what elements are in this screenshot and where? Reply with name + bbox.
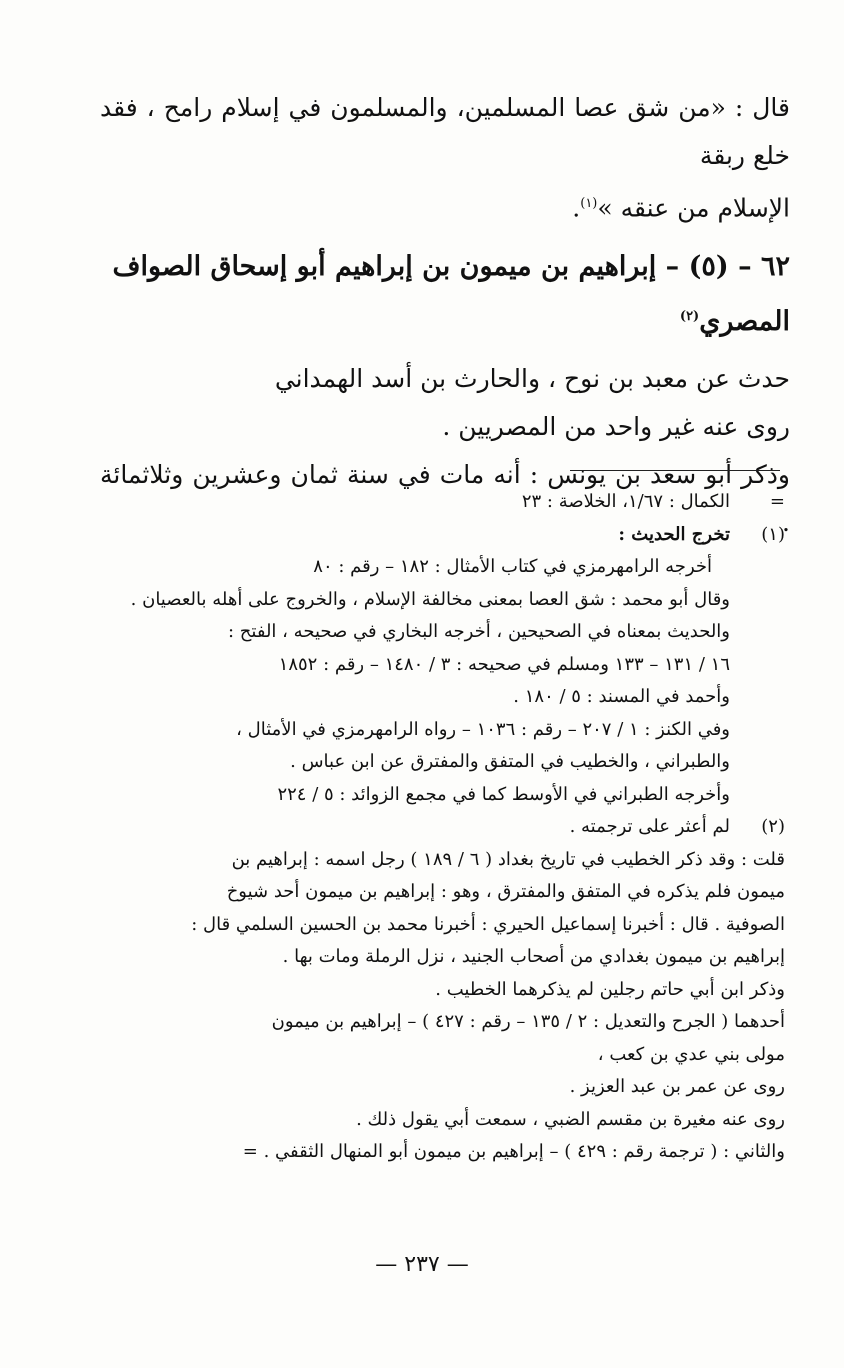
entry-heading-line — [100, 292, 790, 347]
footnote-marker: (١) — [761, 523, 785, 545]
body-line: حدث عن معبد بن نوح ، والحارث بن أسد الهمداني — [274, 364, 790, 394]
main-text-block — [100, 84, 790, 547]
footnote-line: لم أعثر على ترجمته . — [569, 816, 730, 837]
footnote-line: وأخرجه الطبراني في الأوسط كما في مجمع الزوائد : ٥ / ٢٢٤ — [277, 783, 730, 805]
footnote-line — [95, 1136, 785, 1169]
main-text-line: قال : «من شق عصا المسلمين، والمسلمون في إسلام رامح ، فقد خلع ربقة — [100, 93, 790, 170]
footnote-line: وذكر ابن أبي حاتم رجلين لم يذكرهما الخطيب . — [435, 978, 785, 1000]
footnote-continuation — [95, 486, 785, 519]
footnote-line: مولى بني عدي بن كعب ، — [597, 1043, 785, 1065]
entry-title-continued: المصري — [699, 306, 790, 338]
footnote-1 — [95, 519, 785, 812]
footnote-line: أحدهما ( الجرح والتعديل : ٢ / ١٣٥ – رقم : ٤٢٧ ) – إبراهيم بن ميمون — [271, 1011, 785, 1032]
footnote-2-continued — [95, 844, 785, 1169]
continuation-mark: = — [769, 491, 785, 512]
footnote-line: وقال أبو محمد : شق العصا بمعنى مخالفة الإسلام ، والخروج على أهله بالعصيان . — [130, 588, 730, 610]
main-text-line — [100, 180, 790, 232]
footnote-line: الصوفية . قال : أخبرنا إسماعيل الحيري : أخبرنا محمد بن الحسين السلمي قال : — [191, 913, 785, 935]
main-text-segment: الإسلام من عنقه » — [597, 193, 790, 223]
footnote-line: إبراهيم بن ميمون بغدادي من أصحاب الجنيد ، نزل الرملة ومات بها . — [282, 946, 785, 967]
entry-heading — [100, 242, 790, 347]
footnote-line: روى عن عمر بن عبد العزيز . — [569, 1076, 785, 1097]
footnotes-block — [95, 486, 785, 1169]
continuation-mark: = — [242, 1141, 258, 1162]
footnote-line: أخرجه الرامهرمزي في كتاب الأمثال : ١٨٢ – رقم : ٨٠ — [313, 556, 712, 577]
footnote-line: ١٦ / ١٣١ – ١٣٣ ومسلم في صحيحه : ٣ / ١٤٨٠ – رقم : ١٨٥٢ — [278, 653, 730, 675]
footnote-line: قلت : وقد ذكر الخطيب في تاريخ بغداد ( ٦ / ١٨٩ ) رجل اسمه : إبراهيم بن — [231, 848, 785, 870]
entry-title: – إبراهيم بن ميمون بن إبراهيم أبو إسحاق الصواف — [112, 251, 680, 283]
footnote-line: ميمون فلم يذكره في المتفق والمفترق ، وهو : إبراهيم بن ميمون أحد شيوخ — [226, 881, 785, 902]
footnote-line: وأحمد في المسند : ٥ / ١٨٠ . — [513, 686, 730, 707]
footnote-line: الكمال : ١/٦٧، الخلاصة : ٢٣ — [521, 491, 730, 512]
footnote-reference: (٢) — [679, 309, 700, 325]
footnote-line-text: والثاني : ( ترجمة رقم : ٤٢٩ ) – إبراهيم بن ميمون أبو المنهال الثقفي . — [263, 1141, 785, 1162]
footnote-line: والحديث بمعناه في الصحيحين ، أخرجه البخاري في صحيحه ، الفتح : — [228, 621, 730, 642]
main-text-end: . — [572, 193, 581, 223]
footnote-line: والطبراني ، والخطيب في المتفق والمفترق عن ابن عباس . — [290, 751, 730, 772]
entry-dash: – — [738, 251, 752, 283]
footnote-line: روى عنه مغيرة بن مقسم الضبي ، سمعت أبي يقول ذلك . — [356, 1108, 785, 1130]
footnote-reference: (١) — [580, 196, 598, 211]
footnote-title: تخرج الحديث : — [618, 523, 730, 545]
footnote-marker: (٢) — [761, 816, 785, 837]
page-number: — ٢٣٧ — — [375, 1252, 469, 1277]
footnote-line: وفي الكنز : ١ / ٢٠٧ – رقم : ١٠٣٦ – رواه الرامهرمزي في الأمثال ، — [236, 718, 730, 740]
footnote-separator — [570, 470, 780, 471]
entry-sub-number: (٥) — [688, 251, 729, 283]
entry-number: ٦٢ — [760, 251, 790, 283]
body-line: وذكر أبو سعد بن يونس : أنه مات في سنة ثمان وعشرين وثلاثمائة . — [100, 460, 790, 538]
entry-heading-line — [100, 242, 790, 292]
body-line: روى عنه غير واحد من المصريين . — [442, 412, 790, 442]
footnote-2 — [95, 811, 785, 844]
